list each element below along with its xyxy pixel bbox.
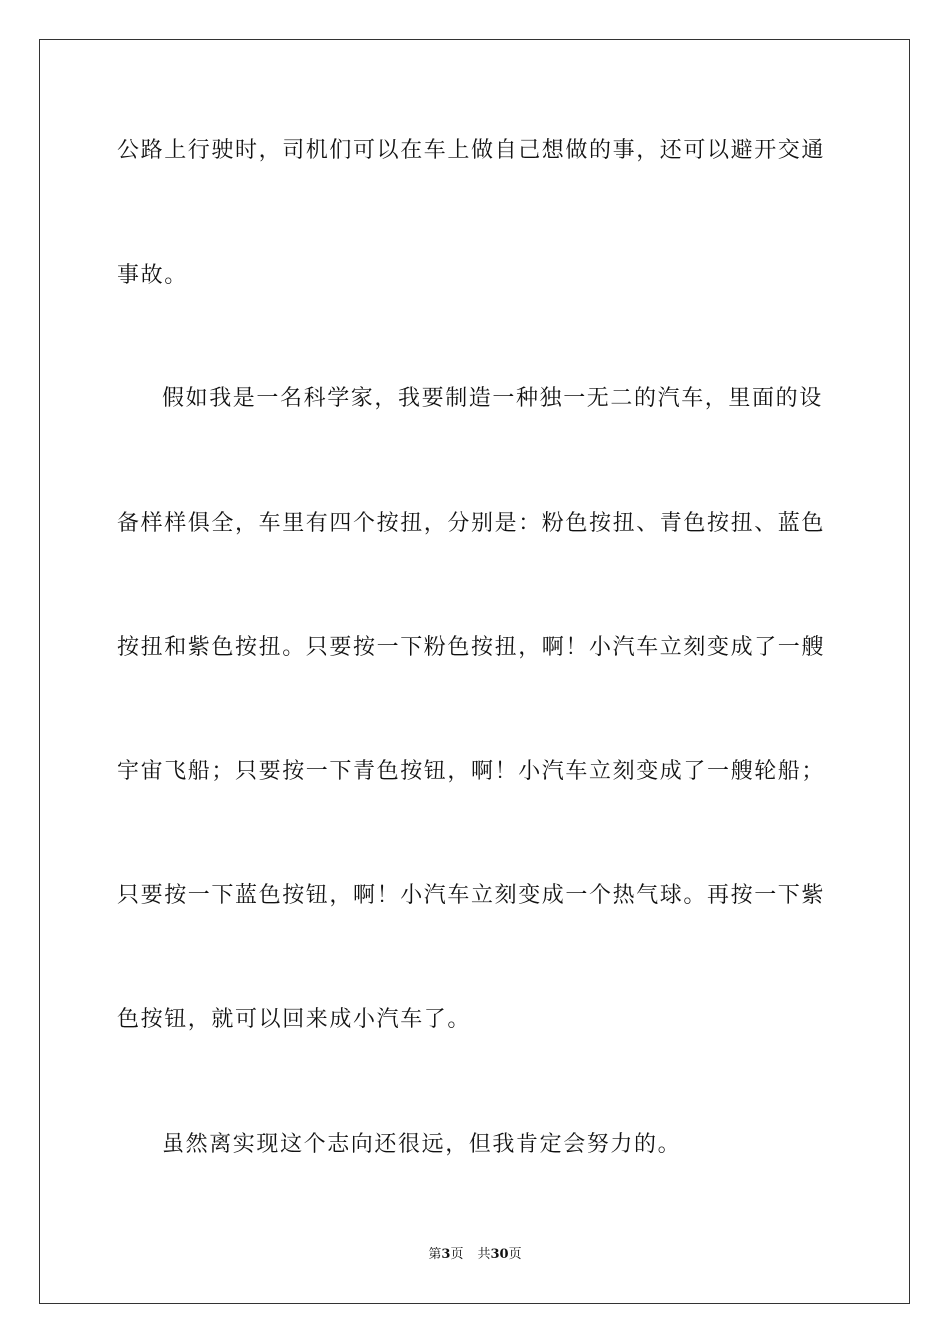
total-suffix: 页: [508, 1247, 522, 1262]
paragraph-first-line: 假如我是一名科学家，我要制造一种独一无二的汽车，里面的设: [162, 386, 823, 411]
page-footer: [0, 1246, 950, 1264]
page-number: 3: [441, 1247, 451, 1262]
total-prefix: 共: [477, 1247, 491, 1262]
text-line: 色按钮，就可以回来成小汽车了。: [117, 1007, 472, 1032]
page-border: [39, 39, 910, 1304]
text-line: 事故。: [117, 263, 188, 288]
text-line: 备样样俱全，车里有四个按扭，分别是：粉色按扭、青色按扭、蓝色: [117, 511, 826, 536]
total-pages: 30: [490, 1247, 509, 1262]
text-line: 按扭和紫色按扭。只要按一下粉色按扭，啊！小汽车立刻变成了一艘: [117, 635, 826, 660]
page-suffix: 页: [450, 1247, 464, 1262]
page-prefix: 第: [428, 1247, 442, 1262]
text-line: 只要按一下蓝色按钮，啊！小汽车立刻变成一个热气球。再按一下紫: [117, 883, 826, 908]
paragraph-first-line: 虽然离实现这个志向还很远，但我肯定会努力的。: [162, 1132, 682, 1157]
text-line: 公路上行驶时，司机们可以在车上做自己想做的事，还可以避开交通: [117, 138, 826, 163]
text-line: 宇宙飞船；只要按一下青色按钮，啊！小汽车立刻变成了一艘轮船；: [117, 759, 826, 784]
